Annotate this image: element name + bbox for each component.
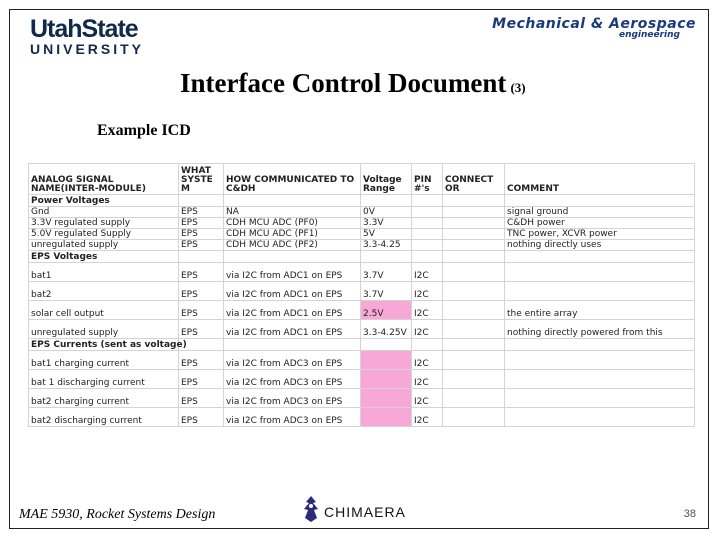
slide-title-suffix: (3)	[510, 80, 526, 95]
table-row	[29, 218, 695, 229]
table-cell: I2C	[412, 370, 443, 389]
table-cell	[412, 251, 443, 263]
table-row	[29, 240, 695, 251]
table-cell: 5V	[361, 229, 412, 240]
table-cell: 3.7V	[361, 282, 412, 301]
table-cell: EPS	[179, 370, 224, 389]
table-cell: 5.0V regulated Supply	[29, 229, 179, 240]
table-row	[29, 282, 695, 301]
table-cell	[361, 251, 412, 263]
table-cell: NA	[224, 207, 361, 218]
table-cell	[412, 229, 443, 240]
table-cell	[361, 408, 412, 427]
table-cell	[505, 282, 695, 301]
table-cell: EPS	[179, 351, 224, 370]
table-cell: EPS	[179, 282, 224, 301]
table-cell	[443, 370, 505, 389]
table-cell: via I2C from ADC1 on EPS	[224, 320, 361, 339]
table-header-cell: CONNECT OR	[443, 164, 505, 195]
table-row	[29, 408, 695, 427]
table-cell	[505, 251, 695, 263]
table-cell: via I2C from ADC1 on EPS	[224, 263, 361, 282]
table-header-row	[29, 164, 695, 195]
usu-logo	[30, 16, 144, 56]
table-cell: EPS	[179, 218, 224, 229]
table-cell: solar cell output	[29, 301, 179, 320]
table-cell: nothing directly powered from this	[505, 320, 695, 339]
slide	[9, 9, 709, 529]
table-header-cell: PIN #'s	[412, 164, 443, 195]
table-cell	[443, 218, 505, 229]
chimaera-emblem-icon	[300, 494, 322, 524]
section-label: Power Voltages	[29, 195, 179, 207]
table-cell: unregulated supply	[29, 240, 179, 251]
table-cell	[443, 408, 505, 427]
table-cell: 0V	[361, 207, 412, 218]
table-cell: via I2C from ADC1 on EPS	[224, 301, 361, 320]
table-row	[29, 263, 695, 282]
icd-table-body	[29, 164, 695, 427]
table-cell	[505, 263, 695, 282]
table-cell	[443, 263, 505, 282]
table-cell: unregulated supply	[29, 320, 179, 339]
table-cell: CDH MCU ADC (PF0)	[224, 218, 361, 229]
table-cell	[443, 240, 505, 251]
table-cell	[179, 251, 224, 263]
table-cell	[443, 320, 505, 339]
table-cell	[412, 195, 443, 207]
usu-logo-bottom: UNIVERSITY	[30, 41, 145, 57]
table-cell: TNC power, XCVR power	[505, 229, 695, 240]
table-cell: I2C	[412, 351, 443, 370]
table-cell: bat 1 discharging current	[29, 370, 179, 389]
table-cell: I2C	[412, 301, 443, 320]
slide-subtitle: Example ICD	[97, 122, 191, 139]
table-header-cell: Voltage Range	[361, 164, 412, 195]
slide-title-text: Interface Control Document	[180, 68, 507, 98]
table-row	[29, 301, 695, 320]
table-section-row	[29, 339, 695, 351]
section-label: EPS Voltages	[29, 251, 179, 263]
table-row	[29, 370, 695, 389]
table-cell: EPS	[179, 301, 224, 320]
table-cell	[505, 339, 695, 351]
table-row	[29, 207, 695, 218]
icd-table	[28, 163, 695, 427]
table-header-cell: COMMENT	[505, 164, 695, 195]
icd-table-container	[28, 163, 663, 443]
table-cell	[361, 370, 412, 389]
mae-logo-line1: Mechanical & Aerospace	[492, 16, 696, 32]
table-cell	[361, 339, 412, 351]
table-cell: bat2 charging current	[29, 389, 179, 408]
table-cell: via I2C from ADC3 on EPS	[224, 389, 361, 408]
table-cell: CDH MCU ADC (PF1)	[224, 229, 361, 240]
table-cell	[443, 195, 505, 207]
table-cell	[412, 218, 443, 229]
usu-logo-top: UtahState	[30, 15, 138, 43]
table-cell	[443, 251, 505, 263]
table-cell	[505, 408, 695, 427]
table-cell	[361, 351, 412, 370]
table-cell: signal ground	[505, 207, 695, 218]
table-cell	[361, 389, 412, 408]
table-cell: bat1 charging current	[29, 351, 179, 370]
table-cell: 3.7V	[361, 263, 412, 282]
table-cell: I2C	[412, 320, 443, 339]
table-section-row	[29, 195, 695, 207]
table-cell	[412, 339, 443, 351]
table-cell	[179, 195, 224, 207]
table-cell	[443, 389, 505, 408]
table-cell	[412, 240, 443, 251]
table-cell: bat1	[29, 263, 179, 282]
table-cell: via I2C from ADC3 on EPS	[224, 351, 361, 370]
table-header-cell: ANALOG SIGNAL NAME(INTER-MODULE)	[29, 164, 179, 195]
table-cell: bat2 discharging current	[29, 408, 179, 427]
table-cell	[443, 351, 505, 370]
table-cell: EPS	[179, 229, 224, 240]
table-cell: EPS	[179, 320, 224, 339]
table-cell	[443, 339, 505, 351]
table-cell	[443, 207, 505, 218]
table-row	[29, 389, 695, 408]
table-cell: bat2	[29, 282, 179, 301]
course-footer: MAE 5930, Rocket Systems Design	[19, 507, 216, 522]
table-cell: EPS	[179, 389, 224, 408]
table-row	[29, 320, 695, 339]
table-cell	[412, 207, 443, 218]
table-cell	[361, 195, 412, 207]
table-cell: nothing directly uses	[505, 240, 695, 251]
table-cell	[505, 195, 695, 207]
table-cell	[224, 339, 361, 351]
table-cell: via I2C from ADC3 on EPS	[224, 370, 361, 389]
table-cell: 2.5V	[361, 301, 412, 320]
table-header-cell: WHAT SYSTE M	[179, 164, 224, 195]
section-label: EPS Currents (sent as voltage)	[29, 339, 179, 351]
table-header-cell: HOW COMMUNICATED TO C&DH	[224, 164, 361, 195]
table-cell: I2C	[412, 408, 443, 427]
table-cell: Gnd	[29, 207, 179, 218]
table-cell: I2C	[412, 282, 443, 301]
table-cell: I2C	[412, 263, 443, 282]
table-cell	[443, 301, 505, 320]
table-section-row	[29, 251, 695, 263]
table-cell	[505, 351, 695, 370]
table-cell: via I2C from ADC1 on EPS	[224, 282, 361, 301]
table-cell: EPS	[179, 408, 224, 427]
table-cell	[505, 389, 695, 408]
table-cell	[505, 370, 695, 389]
table-cell: EPS	[179, 207, 224, 218]
table-cell: via I2C from ADC3 on EPS	[224, 408, 361, 427]
table-cell	[443, 229, 505, 240]
table-cell	[224, 251, 361, 263]
table-cell: 3.3-4.25	[361, 240, 412, 251]
table-cell: CDH MCU ADC (PF2)	[224, 240, 361, 251]
table-cell	[224, 195, 361, 207]
table-cell: C&DH power	[505, 218, 695, 229]
table-row	[29, 351, 695, 370]
table-cell: EPS	[179, 263, 224, 282]
table-row	[29, 229, 695, 240]
page-number: 38	[683, 508, 696, 520]
table-cell: EPS	[179, 240, 224, 251]
slide-title	[180, 68, 526, 99]
table-cell: 3.3-4.25V	[361, 320, 412, 339]
mae-logo	[492, 16, 696, 40]
table-cell: 3.3V	[361, 218, 412, 229]
table-cell	[443, 282, 505, 301]
chimaera-logo-text: CHIMAERA	[324, 504, 406, 520]
table-cell: I2C	[412, 389, 443, 408]
chimaera-logo	[300, 494, 420, 524]
table-cell: the entire array	[505, 301, 695, 320]
table-cell: 3.3V regulated supply	[29, 218, 179, 229]
mae-logo-line2: engineering	[618, 30, 680, 40]
